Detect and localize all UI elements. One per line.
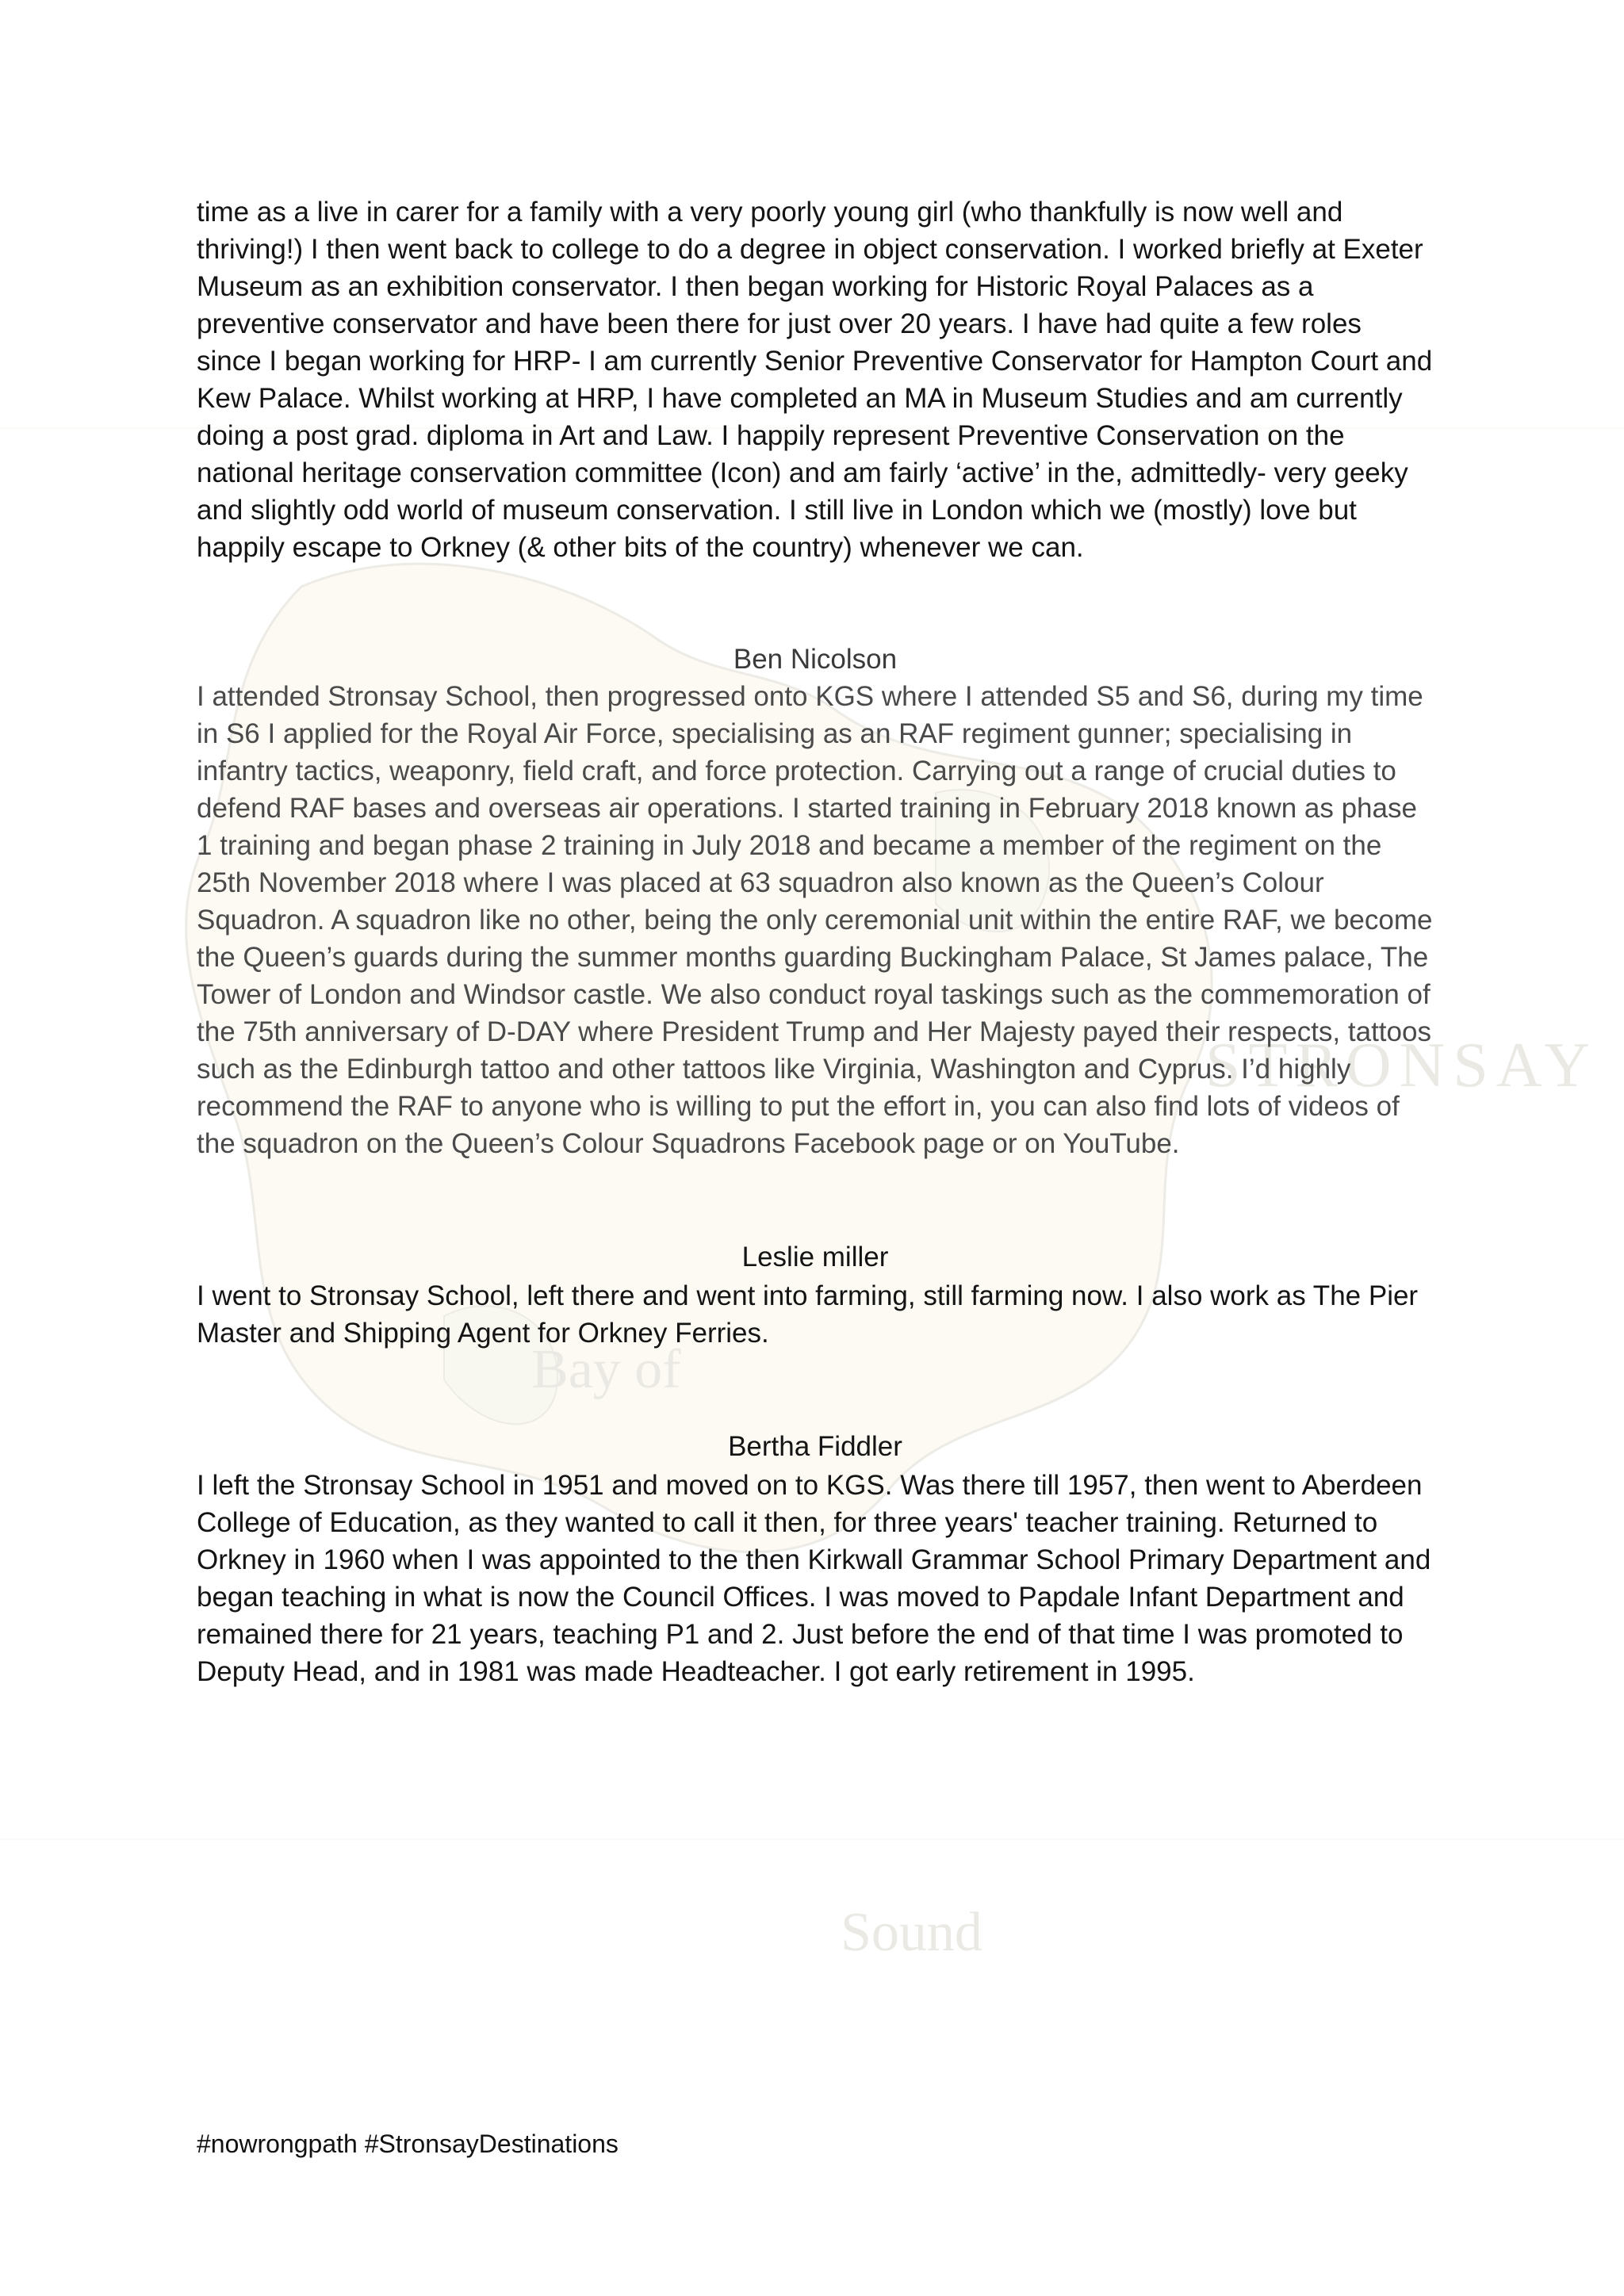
map-label-stronsay: STRONSAY: [1205, 1031, 1598, 1100]
intro-paragraph: time as a live in carer for a family with a very poorly young girl (who thankfully is now well and thriving!) I then went back to college to do a degree in object conservation. I worked briefly at Exeter Museum as an exhibition conservator. I then began working for Historic Royal Palaces as a preventive conservator and have been there for just over 20 years. I have had quite a few roles since I began working for HRP- I am currently Senior Preventive Conservator for Hampton Court and Kew Palace. Whilst working at HRP, I have completed an MA in Museum Studies and am currently doing a post grad. diploma in Art and Law. I happily represent Preventive Conservation on the national heritage conservation committee (Icon) and am fairly ‘active’ in the, admittedly- very geeky and slightly odd world of museum conservation. I still live in London which we (mostly) love but happily escape to Orkney (& other bits of the country) whenever we can.: [197, 197, 1433, 563]
footer-hashtags: #nowrongpath #StronsayDestinations: [197, 2130, 619, 2158]
profile-name-bertha-fiddler: Bertha Fiddler: [728, 1431, 902, 1462]
profile-text-bertha-fiddler: I left the Stronsay School in 1951 and moved on to KGS. Was there till 1957, then went to Aberdeen College of Education, as they wanted to call it then, for three years' teacher training. Returned to Orkney in 1960 when I was appointed to the then Kirkwall Grammar School Primary Department and began teaching in what is now the Council Offices. I was moved to Papdale Infant Department and remained there for 21 years, teaching P1 and 2. Just before the end of that time I was promoted to Deputy Head, and in 1981 was made Headteacher. I got early retirement in 1995.: [197, 1470, 1431, 1687]
document-body: [197, 193, 1434, 1690]
profile-text-leslie-miller: I went to Stronsay School, left there and went into farming, still farming now. I also work as The Pier Master and Shipping Agent for Orkney Ferries.: [197, 1280, 1419, 1349]
map-label-bay: Bay of: [531, 1339, 681, 1400]
map-label-sound: Sound: [841, 1902, 982, 1963]
profile-text-ben-nicolson: I attended Stronsay School, then progressed onto KGS where I attended S5 and S6, during my time in S6 I applied for the Royal Air Force, specialising as an RAF regiment gunner; specialising in infantry tactics, weaponry, field craft, and force protection. Carrying out a range of crucial duties to defend RAF bases and overseas air operations. I started training in February 2018 known as phase 1 training and began phase 2 training in July 2018 and became a member of the regiment on the 25th November 2018 where I was placed at 63 squadron also known as the Queen’s Colour Squadron. A squadron like no other, being the only ceremonial unit within the entire RAF, we become the Queen’s guards during the summer months guarding Buckingham Palace, St James palace, The Tower of London and Windsor castle. We also conduct royal taskings such as the commemoration of the 75th anniversary of D-DAY where President Trump and Her Majesty payed their respects, tattoos such as the Edinburgh tattoo and other tattoos like Virginia, Washington and Cyprus. I’d highly recommend the RAF to anyone who is willing to put the effort in, you can also find lots of videos of the squadron on the Queen’s Colour Squadrons Facebook page or on YouTube.: [197, 681, 1433, 1159]
profile-name-ben-nicolson: Ben Nicolson: [733, 644, 898, 675]
profile-name-leslie-miller: Leslie miller: [741, 1242, 889, 1272]
